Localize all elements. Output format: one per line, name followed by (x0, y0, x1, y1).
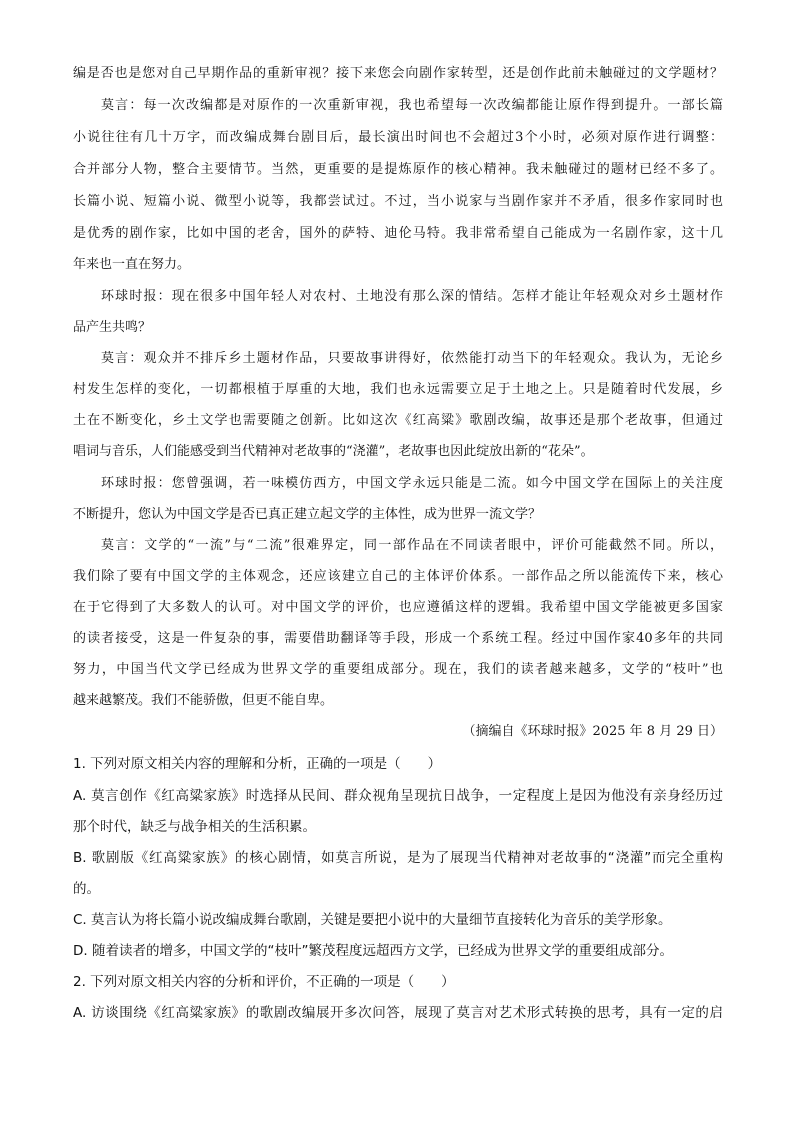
article-line: 合并部分人物，整合主要情节。当然，更重要的是提炼原作的核心精神。我未触碰过的题材已经不多了。 (73, 162, 723, 177)
article-line: 环球时报：您曾强调，若一味模仿西方，中国文学永远只能是二流。如今中国文学在国际上的关注度 (101, 476, 723, 491)
article-line: 小说往往有几十万字，而改编成舞台剧目后，最长演出时间也不会超过3个小时，必须对原作进行调整： (73, 130, 723, 145)
article-line: 莫言：观众并不排斥乡土题材作品，只要故事讲得好，依然能打动当下的年轻观众。我认为，无论乡 (101, 351, 723, 366)
article-line: 的读者接受，这是一件复杂的事，需要借助翻译等手段，形成一个系统工程。经过中国作家40多年的共同 (73, 631, 723, 646)
question-1-option-d: D. 随着读者的增多，中国文学的“枝叶”繁茂程度远超西方文学，已经成为世界文学的重要组成部分。 (73, 943, 673, 959)
article-line: 莫言：每一次改编都是对原作的一次重新审视，我也希望每一次改编都能让原作得到提升。一部长篇 (101, 98, 723, 113)
article-line: 编是否也是您对自己早期作品的重新审视？接下来您会向剧作家转型，还是创作此前未触碰过的文学题材？ (73, 66, 723, 81)
article-line: 年来也一直在努力。 (73, 257, 191, 272)
article-line: 土在不断变化，乡土文学也需要随之创新。比如这次《红高粱》歌剧改编，故事还是那个老故事，但通过 (73, 413, 723, 428)
question-2-stem: 2. 下列对原文相关内容的分析和评价，不正确的一项是（ ） (73, 974, 455, 990)
question-1-option-c: C. 莫言认为将长篇小说改编成舞台歌剧，关键是要把小说中的大量细节直接转化为音乐的美学形象。 (73, 912, 672, 928)
article-line: 唱词与音乐，人们能感受到当代精神对老故事的“浇灌”，老故事也因此绽放出新的“花朵”。 (73, 444, 594, 459)
question-1-option-b: B. 歌剧版《红高粱家族》的核心剧情，如莫言所说，是为了展现当代精神对老故事的“浇灌”而完全重构 (73, 850, 723, 866)
article-line: 莫言：文学的“一流”与“二流”很难界定，同一部作品在不同读者眼中，评价可能截然不同。所以， (101, 538, 723, 553)
question-1-option-a-cont: 那个时代，缺乏与战争相关的生活积累。 (73, 819, 316, 835)
article-source: （摘编自《环球时报》2025 年 8 月 29 日） (462, 724, 723, 739)
article-line: 长篇小说、短篇小说、微型小说等，我都尝试过。不过，当小说家与当剧作家并不矛盾，很多作家同时也 (73, 194, 723, 209)
question-2-option-a: A. 访谈围绕《红高粱家族》的歌剧改编展开多次问答，展现了莫言对艺术形式转换的思考，具有一定的启 (73, 1005, 723, 1021)
question-1-option-a: A. 莫言创作《红高粱家族》时选择从民间、群众视角呈现抗日战争，一定程度上是因为他没有亲身经历过 (73, 788, 723, 804)
article-line: 是优秀的剧作家，比如中国的老舍，国外的萨特、迪伦马特。我非常希望自己能成为一名剧作家，这十几 (73, 226, 723, 241)
article-line: 品产生共鸣？ (73, 320, 152, 335)
article-line: 我们除了要有中国文学的主体观念，还应该建立自己的主体评价体系。一部作品之所以能流传下来，核心 (73, 569, 723, 584)
question-1-stem: 1. 下列对原文相关内容的理解和分析，正确的一项是（ ） (73, 756, 442, 772)
article-line: 越来越繁茂。我们不能骄傲，但更不能自卑。 (73, 693, 334, 708)
article-line: 环球时报：现在很多中国年轻人对农村、土地没有那么深的情结。怎样才能让年轻观众对乡土题材作 (101, 289, 723, 304)
article-line: 不断提升，您认为中国文学是否已真正建立起文学的主体性，成为世界一流文学？ (73, 507, 542, 522)
article-line: 村发生怎样的变化，一切都根植于厚重的大地，我们也永远需要立足于土地之上。只是随着时代发展，乡 (73, 382, 723, 397)
question-1-option-b-cont: 的。 (73, 881, 100, 897)
article-line: 在于它得到了大多数人的认可。对中国文学的评价，也应遵循这样的逻辑。我希望中国文学能被更多国家 (73, 600, 723, 615)
article-line: 努力，中国当代文学已经成为世界文学的重要组成部分。现在，我们的读者越来越多，文学的“枝叶”也 (73, 662, 723, 677)
